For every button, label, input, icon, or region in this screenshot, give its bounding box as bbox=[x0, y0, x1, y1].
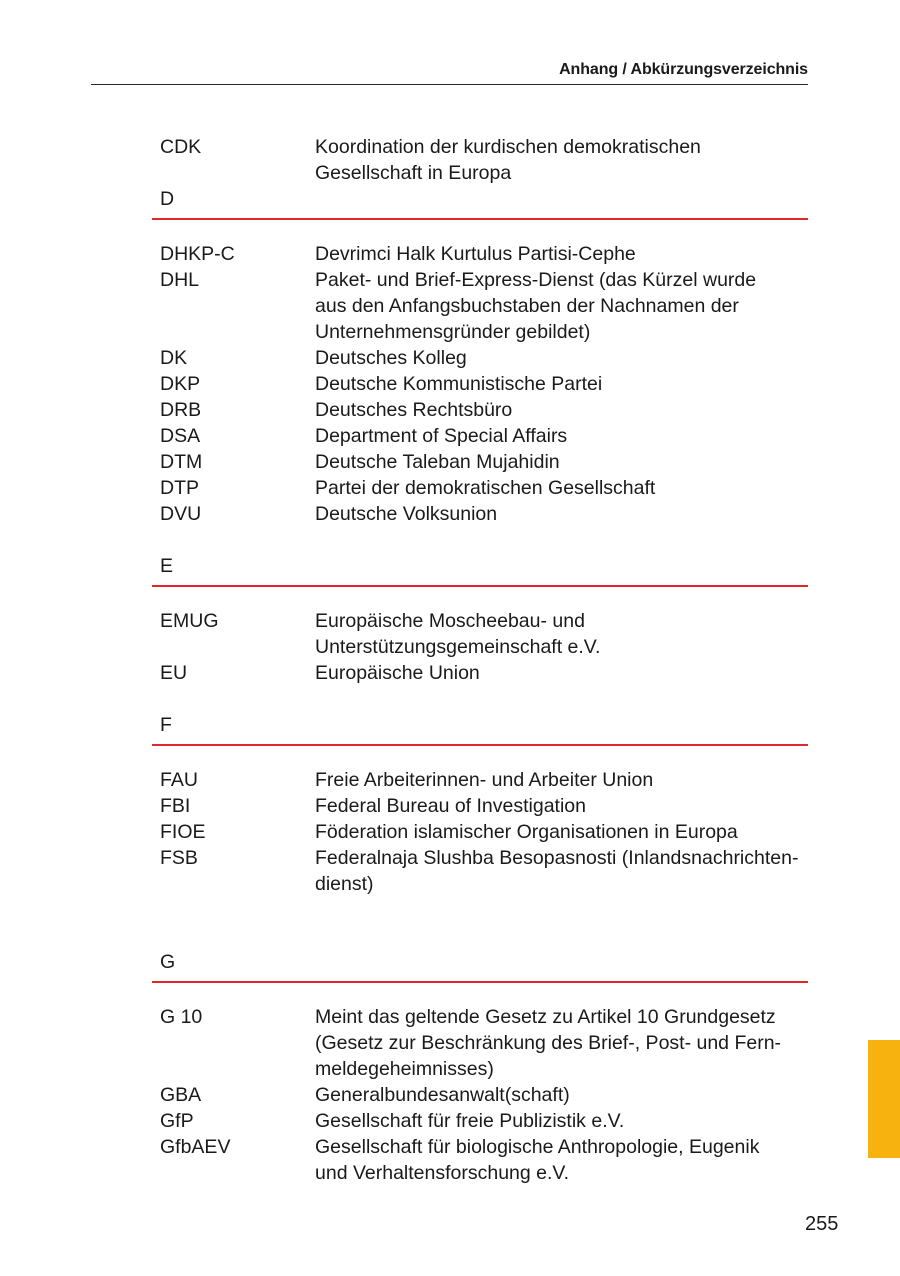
list-item bbox=[160, 845, 810, 897]
section-letter-d: D bbox=[160, 188, 175, 210]
definition: Europäische Moscheebau- und Unterstützungsgemeinschaft e.V. bbox=[315, 610, 601, 658]
section-letter-f: F bbox=[160, 714, 172, 736]
header-divider bbox=[91, 84, 808, 85]
definition: Paket- und Brief-Express-Dienst (das Kürzel wurde aus den Anfangsbuchstaben der Nachnamen der Unternehmensgründer gebildet) bbox=[315, 269, 757, 343]
list-item bbox=[160, 1004, 810, 1082]
definition: Deutsche Kommunistische Partei bbox=[315, 373, 603, 395]
abbreviation: EMUG bbox=[160, 610, 219, 632]
list-item bbox=[160, 1134, 810, 1186]
definition: Deutsche Taleban Mujahidin bbox=[315, 451, 560, 473]
definition: Koordination der kurdischen demokratischen Gesellschaft in Europa bbox=[315, 136, 701, 184]
section-divider bbox=[152, 218, 808, 220]
definition: Deutsche Volksunion bbox=[315, 503, 498, 525]
definition: Devrimci Halk Kurtulus Partisi-Cephe bbox=[315, 243, 636, 265]
section-divider bbox=[152, 744, 808, 746]
abbreviation: DHKP-C bbox=[160, 243, 235, 265]
list-item bbox=[160, 449, 810, 475]
list-item bbox=[160, 819, 810, 845]
list-item bbox=[160, 475, 810, 501]
abbreviation: FIOE bbox=[160, 821, 206, 843]
abbreviation-list bbox=[160, 134, 810, 1186]
list-item bbox=[160, 608, 810, 660]
section-letter-e: E bbox=[160, 555, 174, 577]
page-number: 255 bbox=[805, 1213, 839, 1235]
abbreviation: DVU bbox=[160, 503, 202, 525]
list-item bbox=[160, 793, 810, 819]
definition: Gesellschaft für freie Publizistik e.V. bbox=[315, 1110, 625, 1132]
abbreviation: G 10 bbox=[160, 1006, 203, 1028]
section-letter-g: G bbox=[160, 951, 176, 973]
definition: Europäische Union bbox=[315, 662, 480, 684]
list-item bbox=[160, 660, 810, 686]
list-item bbox=[160, 423, 810, 449]
abbreviation: GfbAEV bbox=[160, 1136, 231, 1158]
definition: Deutsches Rechtsbüro bbox=[315, 399, 513, 421]
list-item bbox=[160, 1082, 810, 1108]
abbreviation: DTP bbox=[160, 477, 199, 499]
list-item bbox=[160, 241, 810, 267]
chapter-tab-marker bbox=[868, 1040, 900, 1158]
list-item bbox=[160, 1108, 810, 1134]
abbreviation: DSA bbox=[160, 425, 201, 447]
list-item bbox=[160, 767, 810, 793]
list-item bbox=[160, 501, 810, 527]
abbreviation: FSB bbox=[160, 847, 198, 869]
list-item bbox=[160, 267, 810, 345]
section-divider bbox=[152, 981, 808, 983]
abbreviation: FAU bbox=[160, 769, 198, 791]
sections bbox=[160, 186, 810, 1186]
definition: Deutsches Kolleg bbox=[315, 347, 467, 369]
definition: Meint das geltende Gesetz zu Artikel 10 Grundgesetz (Gesetz zur Beschränkung des Brief-, Post- und Fern- meldegeheimnisses) bbox=[315, 1006, 782, 1080]
list-item bbox=[160, 371, 810, 397]
abbreviation: GfP bbox=[160, 1110, 194, 1132]
definition: Federal Bureau of Investigation bbox=[315, 795, 587, 817]
definition: Freie Arbeiterinnen- und Arbeiter Union bbox=[315, 769, 654, 791]
list-item bbox=[160, 397, 810, 423]
abbreviation: DRB bbox=[160, 399, 202, 421]
list-item bbox=[160, 345, 810, 371]
definition: Partei der demokratischen Gesellschaft bbox=[315, 477, 656, 499]
abbreviation: GBA bbox=[160, 1084, 202, 1106]
section-divider bbox=[152, 585, 808, 587]
abbreviation: DHL bbox=[160, 269, 200, 291]
abbreviation: DTM bbox=[160, 451, 203, 473]
definition: Federalnaja Slushba Besopasnosti (Inlandsnachrichten- dienst) bbox=[315, 847, 799, 895]
running-header-title: Anhang / Abkürzungsverzeichnis bbox=[559, 61, 808, 78]
definition: Generalbundesanwalt(schaft) bbox=[315, 1084, 570, 1106]
abbreviation: CDK bbox=[160, 136, 202, 158]
abbreviation: DK bbox=[160, 347, 188, 369]
definition: Department of Special Affairs bbox=[315, 425, 568, 447]
abbreviation: FBI bbox=[160, 795, 191, 817]
definition: Gesellschaft für biologische Anthropologie, Eugenik und Verhaltensforschung e.V. bbox=[315, 1136, 760, 1184]
abbreviation: DKP bbox=[160, 373, 201, 395]
list-item bbox=[160, 134, 810, 186]
definition: Föderation islamischer Organisationen in Europa bbox=[315, 821, 738, 843]
abbreviation: EU bbox=[160, 662, 188, 684]
